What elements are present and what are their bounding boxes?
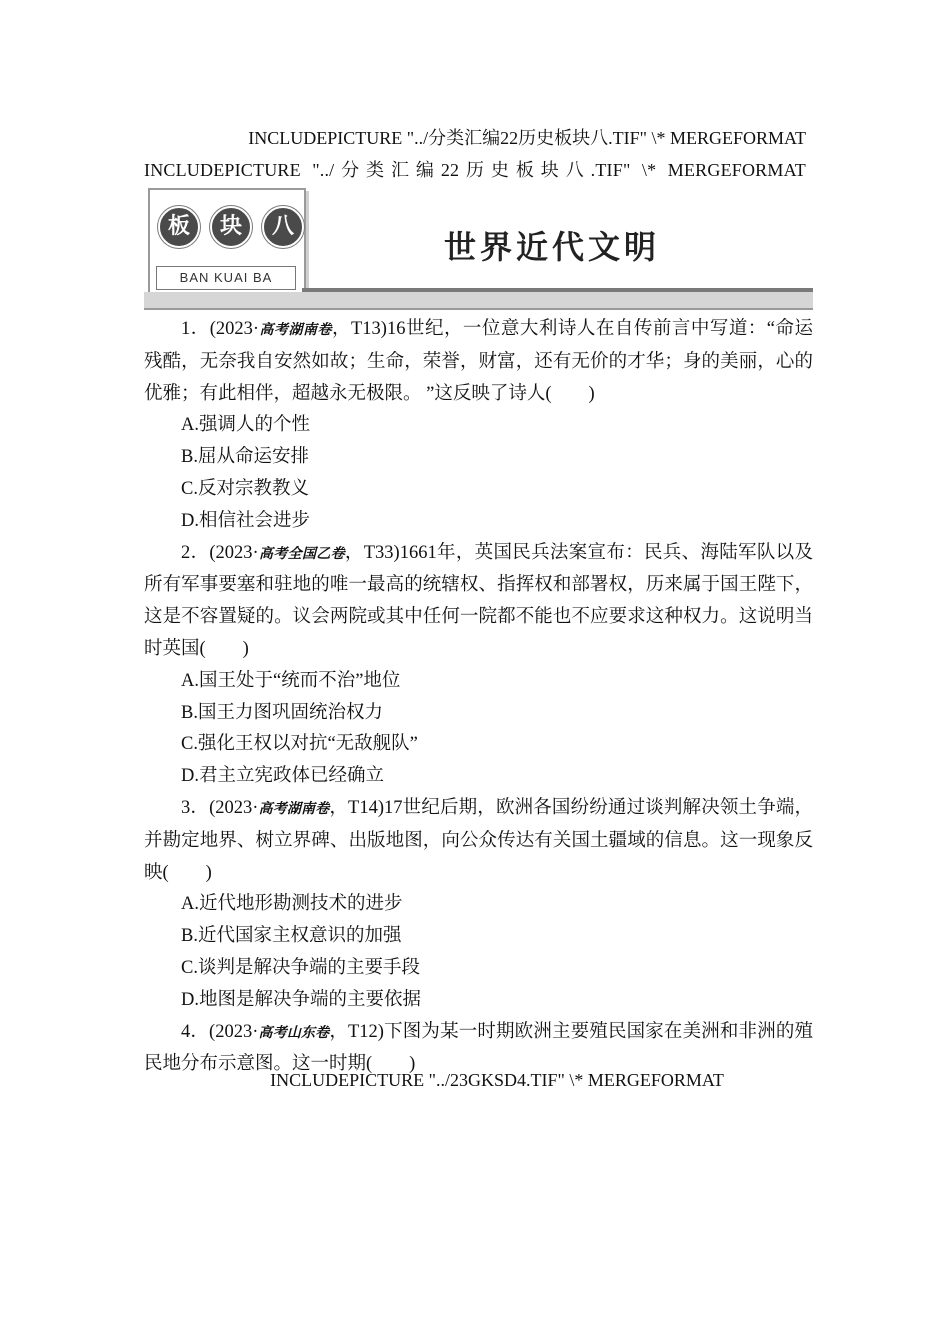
section-title: 世界近代文明 [444, 228, 661, 266]
question-list [144, 314, 813, 1081]
question-source: 高考全国乙卷 [258, 545, 345, 562]
option-c: C.谈判是解决争端的主要手段 [181, 957, 420, 978]
field-code-line-3: INCLUDEPICTURE "../23GKSD4.TIF" \* MERGEFORMAT [270, 1070, 724, 1090]
question-stem [144, 538, 813, 666]
option-d: D.君主立宪政体已经确立 [181, 766, 384, 787]
badge-char-3: 八 [262, 206, 304, 248]
question-stem [144, 314, 813, 410]
badge-pinyin: BAN KUAI BA [156, 266, 296, 290]
option-c: C.反对宗教教义 [181, 478, 309, 499]
option-d: D.地图是解决争端的主要依据 [181, 989, 421, 1010]
badge-characters [158, 206, 304, 248]
question-number: 1．(2023· [181, 319, 260, 339]
banner-rule-bottom [144, 308, 813, 310]
question-text: ，T13)16世纪，一位意大利诗人在自传前言中写道：“命运残酷，无奈我自安然如故；生命，荣誉，财富，还有无价的才华；身的美丽，心的优雅；有此相伴，超越永无极限。 ”这反映了诗人( ) [144, 319, 813, 404]
question-number: 2．(2023· [181, 542, 259, 563]
question-number: 3．(2023· [181, 797, 259, 818]
option-d: D.相信社会进步 [181, 510, 310, 531]
question-stem [144, 793, 813, 889]
option-a: A.近代地形勘测技术的进步 [181, 894, 403, 915]
option-a: A.国王处于“统而不治”地位 [181, 670, 401, 691]
question-text: ，T33)1661年，英国民兵法案宣布：民兵、海陆军队以及所有军事要塞和驻地的唯一最高的统辖权、指挥权和部署权，历来属于国王陛下，这是不容置疑的。议会两院或其中任何一院都不能也不应要求这种权力。这说明当时英国( ) [144, 542, 814, 659]
section-badge [148, 188, 306, 304]
option-b: B.国王力图巩固统治权力 [181, 702, 383, 723]
badge-char-2: 块 [210, 206, 252, 248]
badge-char-1: 板 [158, 206, 200, 248]
question-source: 高考山东卷 [258, 1024, 330, 1041]
question-source: 高考湖南卷 [258, 800, 330, 817]
question-text: ，T12)下图为某一时期欧洲主要殖民国家在美洲和非洲的殖民地分布示意图。这一时期( ) [144, 1021, 814, 1075]
option-b: B.屈从命运安排 [181, 447, 309, 468]
option-b: B.近代国家主权意识的加强 [181, 926, 402, 947]
question-2 [144, 538, 813, 793]
option-c: C.强化王权以对抗“无敌舰队” [181, 734, 418, 755]
question-1 [144, 314, 813, 538]
option-a: A.强调人的个性 [181, 415, 310, 436]
question-number: 4．(2023· [181, 1021, 259, 1042]
question-text: ，T14)17世纪后期，欧洲各国纷纷通过谈判解决领土争端，并勘定地界、树立界碑、出版地图，向公众传达有关国土疆域的信息。这一现象反映( ) [144, 797, 814, 883]
section-banner [144, 186, 813, 310]
question-source: 高考湖南卷 [259, 322, 333, 338]
field-code-line-2: INCLUDEPICTURE "../分类汇编22历史板块八.TIF" \* MERGEFORMAT [144, 160, 806, 180]
field-code-line-1: INCLUDEPICTURE "../分类汇编22历史板块八.TIF" \* MERGEFORMAT [248, 128, 806, 148]
question-3 [144, 793, 813, 1017]
